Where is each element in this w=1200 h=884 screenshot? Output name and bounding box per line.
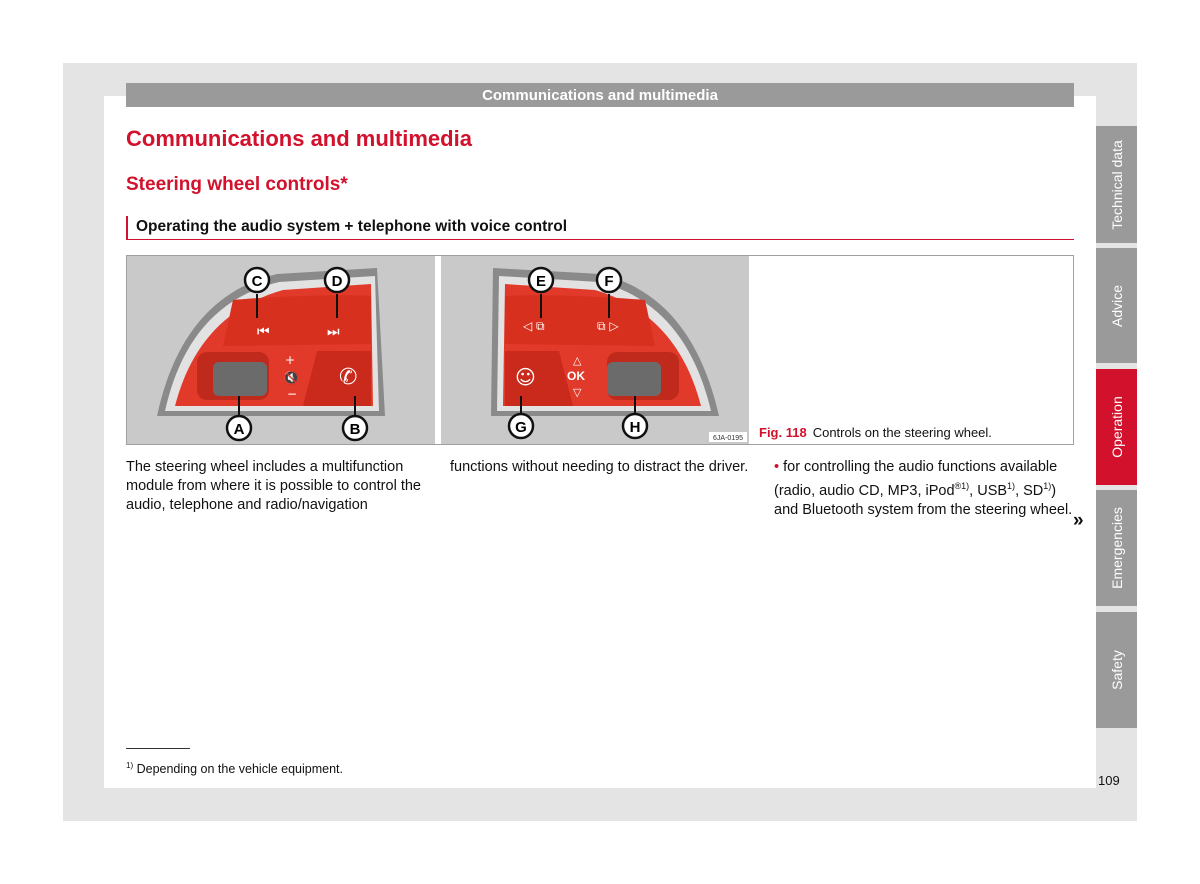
page-number: 109 bbox=[1098, 773, 1120, 788]
running-header: Communications and multimedia bbox=[126, 83, 1074, 107]
body-column-2: functions without needing to distract the driver. bbox=[450, 459, 749, 475]
continue-icon: » bbox=[1073, 510, 1084, 531]
subsection-heading: Operating the audio system + telephone with voice control bbox=[126, 216, 1074, 240]
voice-control-icon: ☺ bbox=[515, 365, 536, 389]
ok-button-label: OK bbox=[567, 369, 585, 383]
screen-right-icon: ⧉ ▷ bbox=[597, 319, 619, 333]
tab-operation[interactable]: Operation bbox=[1096, 369, 1137, 485]
figure-number: Fig. 118 bbox=[759, 425, 807, 440]
figure-caption-text: Controls on the steering wheel. bbox=[812, 425, 992, 440]
label-e bbox=[529, 268, 553, 292]
footnote-rule bbox=[126, 748, 190, 749]
svg-text:B: B bbox=[349, 421, 361, 438]
footnote: $^{1)}$ Depending on the vehicle equipment. bbox=[126, 761, 343, 777]
svg-text:E: E bbox=[535, 273, 547, 290]
label-a bbox=[227, 416, 251, 440]
down-arrow-icon: ▽ bbox=[573, 386, 582, 399]
left-controls-image bbox=[127, 256, 435, 444]
screen-left-icon: ◁ ⧉ bbox=[523, 319, 545, 333]
up-arrow-icon: △ bbox=[573, 354, 582, 367]
svg-text:F: F bbox=[604, 273, 614, 290]
svg-text:G: G bbox=[515, 419, 527, 436]
tab-advice[interactable]: Advice bbox=[1096, 248, 1137, 363]
tab-safety[interactable]: Safety bbox=[1096, 612, 1137, 728]
volume-up-icon: + bbox=[285, 353, 296, 367]
svg-text:H: H bbox=[629, 419, 641, 436]
svg-text:C: C bbox=[251, 273, 263, 290]
figure-118 bbox=[126, 255, 1074, 445]
label-g bbox=[509, 414, 533, 438]
page-title: Communications and multimedia bbox=[126, 126, 472, 151]
next-track-icon: ⏭ bbox=[327, 324, 340, 340]
label-c bbox=[245, 268, 269, 292]
right-controls-image bbox=[441, 256, 749, 444]
section-title: Steering wheel controls* bbox=[126, 174, 348, 195]
bullet-icon: • bbox=[774, 459, 780, 475]
label-f bbox=[597, 268, 621, 292]
svg-text:A: A bbox=[233, 421, 245, 438]
svg-text:D: D bbox=[331, 273, 343, 290]
previous-track-icon: ⏮ bbox=[257, 324, 270, 340]
body-column-1: The steering wheel includes a multifunction module from where it is possible to control the audio, telephone and radio/navigation bbox=[126, 459, 421, 513]
phone-icon: ✆ bbox=[339, 365, 358, 390]
mute-icon: 🔇 bbox=[283, 371, 300, 386]
volume-down-icon: − bbox=[287, 387, 298, 401]
tab-emergencies[interactable]: Emergencies bbox=[1096, 490, 1137, 606]
label-h bbox=[623, 414, 647, 438]
tab-technical-data[interactable]: Technical data bbox=[1096, 126, 1137, 243]
body-column-3: • for controlling the audio functions available (radio, audio CD, MP3, iPod$^{®1)}$, USB$^{1)}$, SD$^{1)}$) and Bluetooth system from the steering wheel. bbox=[774, 459, 1073, 518]
label-d bbox=[325, 268, 349, 292]
label-b bbox=[343, 416, 367, 440]
figure-code: 6JA-0195 bbox=[713, 435, 743, 442]
figure-caption bbox=[759, 425, 992, 440]
